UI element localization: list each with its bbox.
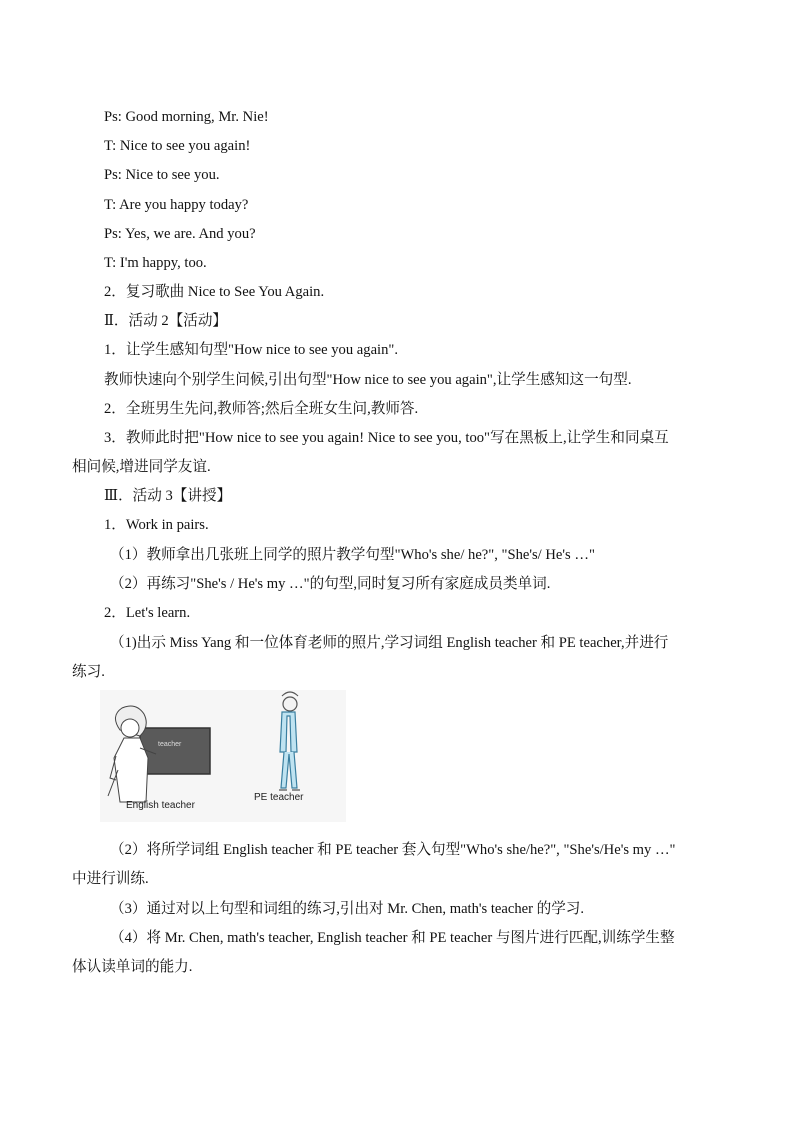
- step-line: 2．复习歌曲 Nice to See You Again.: [104, 284, 325, 300]
- dialogue-line: T: Nice to see you again!: [104, 138, 251, 154]
- blackboard-word: teacher: [158, 741, 182, 748]
- substep-line: （4）将 Mr. Chen, math's teacher, English teacher 和 PE teacher 与图片进行匹配,训练学生整: [110, 930, 675, 946]
- caption-pe-teacher: PE teacher: [254, 792, 304, 803]
- paragraph-line: 中进行训练.: [72, 871, 149, 887]
- caption-english-teacher: English teacher: [126, 800, 195, 811]
- paragraph-line: 教师快速向个别学生问候,引出句型"How nice to see you again",让学生感知这一句型.: [104, 372, 632, 388]
- step-line: 1．让学生感知句型"How nice to see you again".: [104, 342, 399, 358]
- paragraph-line: 相问候,增进同学友谊.: [72, 459, 211, 475]
- dialogue-line: Ps: Nice to see you.: [104, 167, 220, 183]
- paragraph-line: 练习.: [72, 664, 105, 680]
- dialogue-line: Ps: Good morning, Mr. Nie!: [104, 109, 269, 125]
- substep-line: （1）教师拿出几张班上同学的照片教学句型"Who's she/ he?", "She's/ He's …": [110, 547, 595, 563]
- step-line: 1．Work in pairs.: [104, 517, 209, 533]
- section-heading: Ⅱ．活动 2【活动】: [104, 313, 228, 329]
- substep-line: （2）再练习"She's / He's my …"的句型,同时复习所有家庭成员类单词.: [110, 576, 551, 592]
- substep-line: （1)出示 Miss Yang 和一位体育老师的照片,学习词组 English teacher 和 PE teacher,并进行: [110, 635, 669, 651]
- substep-line: （2）将所学词组 English teacher 和 PE teacher 套入句型"Who's she/he?", "She's/He's my …": [110, 842, 676, 858]
- section-heading: Ⅲ．活动 3【讲授】: [104, 488, 232, 504]
- substep-line: （3）通过对以上句型和词组的练习,引出对 Mr. Chen, math's teacher 的学习.: [110, 901, 585, 917]
- dialogue-line: T: Are you happy today?: [104, 197, 249, 213]
- dialogue-line: Ps: Yes, we are. And you?: [104, 226, 256, 242]
- step-line: 2．全班男生先问,教师答;然后全班女生问,教师答.: [104, 401, 419, 417]
- step-line: 2．Let's learn.: [104, 605, 191, 621]
- teacher-illustration: [100, 690, 346, 822]
- paragraph-line: 体认读单词的能力.: [72, 959, 193, 975]
- step-line: 3．教师此时把"How nice to see you again! Nice to see you, too"写在黑板上,让学生和同桌互: [104, 430, 669, 446]
- dialogue-line: T: I'm happy, too.: [104, 255, 207, 271]
